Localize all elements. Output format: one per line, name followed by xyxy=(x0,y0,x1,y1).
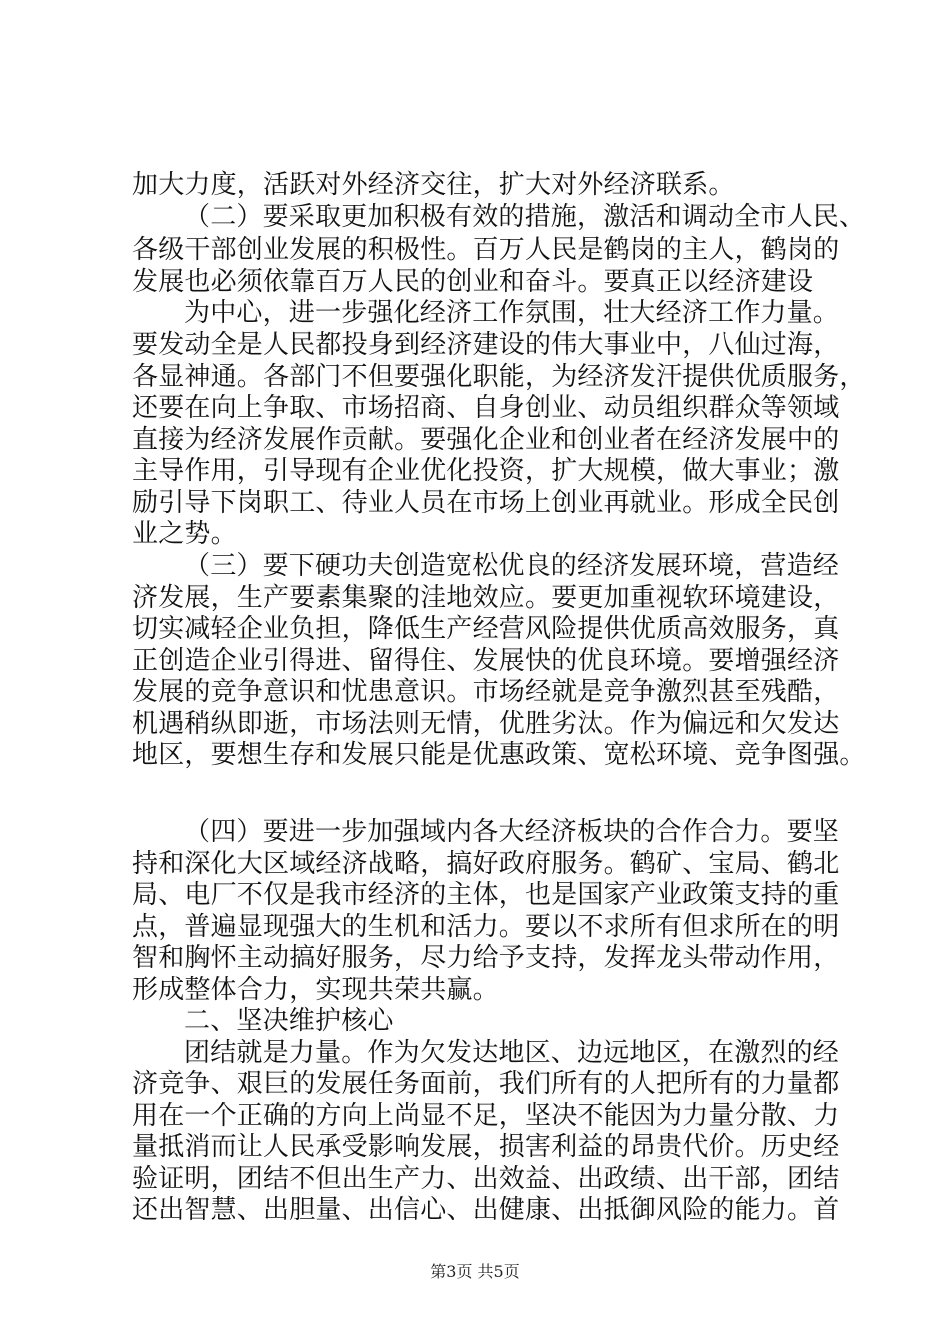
body-line: 济竞争、艰巨的发展任务面前，我们所有的人把所有的力量都 xyxy=(132,1069,840,1099)
page-number: 第3页 共5页 xyxy=(430,1262,520,1281)
body-line: 形成整体合力，实现共荣共赢。 xyxy=(132,975,499,1005)
body-line: （四）要进一步加强域内各大经济板块的合作合力。要坚 xyxy=(184,817,840,847)
body-line: 还要在向上争取、市场招商、自身创业、动员组织群众等领域 xyxy=(132,393,840,423)
body-line: 业之势。 xyxy=(132,519,237,549)
body-line: （二）要采取更加积极有效的措施，激活和调动全市人民、 xyxy=(184,202,866,232)
body-line: 励引导下岗职工、待业人员在市场上创业再就业。形成全民创 xyxy=(132,488,840,518)
body-line: 团结就是力量。作为欠发达地区、边远地区，在激烈的经 xyxy=(184,1038,840,1068)
body-line: 智和胸怀主动搞好服务，尽力给予支持，发挥龙头带动作用， xyxy=(132,943,840,973)
body-line: 用在一个正确的方向上尚显不足，坚决不能因为力量分散、力 xyxy=(132,1101,840,1131)
body-line: （三）要下硬功夫创造宽松优良的经济发展环境，营造经 xyxy=(184,551,840,581)
body-line: 加大力度，活跃对外经济交往，扩大对外经济联系。 xyxy=(132,170,735,200)
body-line: 还出智慧、出胆量、出信心、出健康、出抵御风险的能力。首 xyxy=(132,1195,840,1225)
body-line: 要发动全是人民都投身到经济建设的伟大事业中，八仙过海， xyxy=(132,330,840,360)
body-line: 机遇稍纵即逝，市场法则无情，优胜劣汰。作为偏远和欠发达 xyxy=(132,709,840,739)
body-line: 各显神通。各部门不但要强化职能，为经济发汗提供优质服务， xyxy=(132,362,866,392)
body-line: 正创造企业引得进、留得住、发展快的优良环境。要增强经济 xyxy=(132,646,840,676)
body-line: 发展的竞争意识和忧患意识。市场经就是竞争激烈甚至残酷， xyxy=(132,677,840,707)
body-line: 济发展，生产要素集聚的洼地效应。要更加重视软环境建设， xyxy=(132,583,840,613)
body-line: 验证明，团结不但出生产力、出效益、出政绩、出干部，团结 xyxy=(132,1164,840,1194)
body-line: 发展也必须依靠百万人民的创业和奋斗。要真正以经济建设 xyxy=(132,267,814,297)
body-line: 局、电厂不仅是我市经济的主体，也是国家产业政策支持的重 xyxy=(132,880,840,910)
body-line: 主导作用，引导现有企业优化投资，扩大规模，做大事业；激 xyxy=(132,456,840,486)
body-line: 为中心，进一步强化经济工作氛围，壮大经济工作力量。 xyxy=(184,298,840,328)
body-line: 量抵消而让人民承受影响发展，损害利益的昂贵代价。历史经 xyxy=(132,1132,840,1162)
section-heading: 二、坚决维护核心 xyxy=(184,1006,394,1036)
body-line: 直接为经济发展作贡献。要强化企业和创业者在经济发展中的 xyxy=(132,425,840,455)
body-line: 地区，要想生存和发展只能是优惠政策、宽松环境、竞争图强。 xyxy=(132,740,866,770)
body-line: 持和深化大区域经济战略，搞好政府服务。鹤矿、宝局、鹤北 xyxy=(132,849,840,879)
body-line: 切实减轻企业负担，降低生产经营风险提供优质高效服务，真 xyxy=(132,614,840,644)
body-line: 各级干部创业发展的积极性。百万人民是鹤岗的主人，鹤岗的 xyxy=(132,235,840,265)
body-line: 点，普遍显现强大的生机和活力。要以不求所有但求所在的明 xyxy=(132,912,840,942)
